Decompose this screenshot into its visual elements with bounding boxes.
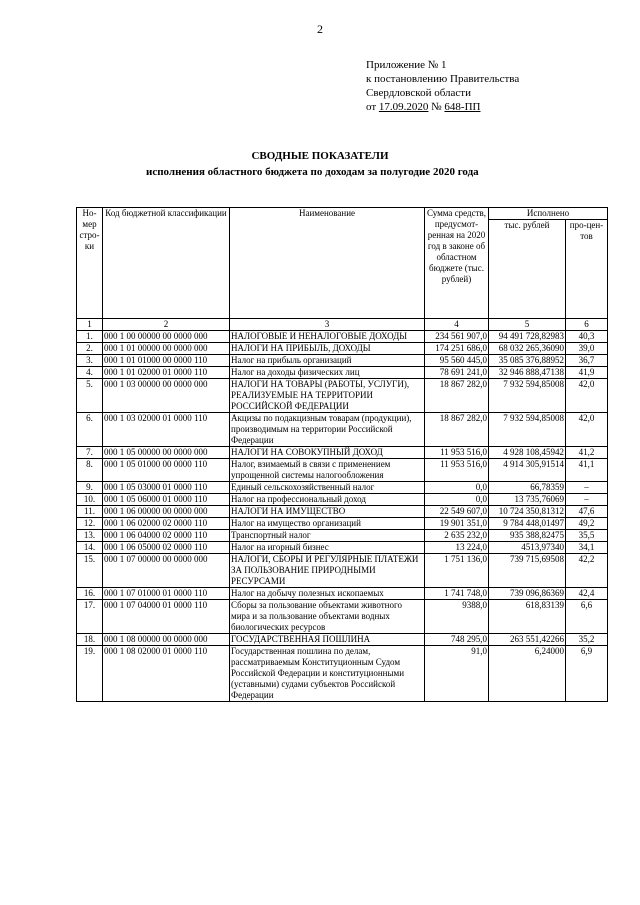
cell-name: Единый сельскохозяйственный налог xyxy=(230,482,425,494)
cell-row-number: 4. xyxy=(77,367,103,379)
header-executed-thousand: тыс. рублей xyxy=(489,220,566,319)
cell-row-number: 2. xyxy=(77,343,103,355)
cell-budget-code: 000 1 06 02000 02 0000 110 xyxy=(103,518,230,530)
cell-executed-thousand: 7 932 594,85008 xyxy=(489,413,566,447)
header-name: Наименование xyxy=(230,208,425,319)
cell-planned-sum: 174 251 686,0 xyxy=(425,343,489,355)
table-row xyxy=(77,379,608,413)
appendix-number-sign: № xyxy=(428,101,445,113)
appendix-line-1: Приложение № 1 xyxy=(366,59,447,71)
cell-planned-sum: 11 953 516,0 xyxy=(425,459,489,482)
cell-executed-percent: 6,6 xyxy=(566,600,608,634)
cell-executed-thousand: 4 928 108,45942 xyxy=(489,447,566,459)
appendix-date-prefix: от xyxy=(366,101,379,113)
cell-planned-sum: 18 867 282,0 xyxy=(425,379,489,413)
table-row xyxy=(77,447,608,459)
cell-name: НАЛОГИ НА ИМУЩЕСТВО xyxy=(230,506,425,518)
cell-executed-percent: 39,0 xyxy=(566,343,608,355)
appendix-block xyxy=(366,58,519,114)
cell-executed-percent: – xyxy=(566,494,608,506)
table-row xyxy=(77,646,608,702)
cell-planned-sum: 91,0 xyxy=(425,646,489,702)
table-row xyxy=(77,530,608,542)
cell-budget-code: 000 1 08 00000 00 0000 000 xyxy=(103,634,230,646)
col-number-5: 5 xyxy=(489,319,566,331)
cell-executed-thousand: 618,83139 xyxy=(489,600,566,634)
cell-planned-sum: 13 224,0 xyxy=(425,542,489,554)
cell-name: Налог на доходы физических лиц xyxy=(230,367,425,379)
table-row xyxy=(77,554,608,588)
cell-executed-thousand: 7 932 594,85008 xyxy=(489,379,566,413)
cell-row-number: 8. xyxy=(77,459,103,482)
cell-budget-code: 000 1 07 01000 01 0000 110 xyxy=(103,588,230,600)
cell-name: Налог на игорный бизнес xyxy=(230,542,425,554)
cell-budget-code: 000 1 05 06000 01 0000 110 xyxy=(103,494,230,506)
cell-executed-thousand: 4 914 305,91514 xyxy=(489,459,566,482)
cell-budget-code: 000 1 06 05000 02 0000 110 xyxy=(103,542,230,554)
col-number-6: 6 xyxy=(566,319,608,331)
page-number: 2 xyxy=(317,22,323,36)
cell-executed-percent: 35,5 xyxy=(566,530,608,542)
cell-executed-thousand: 94 491 728,82983 xyxy=(489,331,566,343)
cell-budget-code: 000 1 05 00000 00 0000 000 xyxy=(103,447,230,459)
header-planned-sum: Сумма средств, предусмот-ренная на 2020 год в законе об областном бюджете (тыс. рублей) xyxy=(425,208,489,319)
cell-executed-thousand: 13 735,76069 xyxy=(489,494,566,506)
table-body xyxy=(77,331,608,702)
cell-budget-code: 000 1 06 04000 02 0000 110 xyxy=(103,530,230,542)
cell-row-number: 6. xyxy=(77,413,103,447)
cell-name: НАЛОГОВЫЕ И НЕНАЛОГОВЫЕ ДОХОДЫ xyxy=(230,331,425,343)
cell-row-number: 15. xyxy=(77,554,103,588)
cell-budget-code: 000 1 08 02000 01 0000 110 xyxy=(103,646,230,702)
cell-executed-thousand: 935 388,82475 xyxy=(489,530,566,542)
cell-row-number: 7. xyxy=(77,447,103,459)
cell-name: Налог, взимаемый в связи с применением упрощенной системы налогообложения xyxy=(230,459,425,482)
cell-name: Налог на профессиональный доход xyxy=(230,494,425,506)
table-row xyxy=(77,413,608,447)
table-row xyxy=(77,459,608,482)
cell-budget-code: 000 1 06 00000 00 0000 000 xyxy=(103,506,230,518)
cell-budget-code: 000 1 00 00000 00 0000 000 xyxy=(103,331,230,343)
cell-executed-percent: 40,3 xyxy=(566,331,608,343)
cell-executed-percent: 34,1 xyxy=(566,542,608,554)
header-row-number: Но-мер стро-ки xyxy=(77,208,103,319)
cell-executed-thousand: 10 724 350,81312 xyxy=(489,506,566,518)
document-title: СВОДНЫЕ ПОКАЗАТЕЛИ xyxy=(251,150,389,162)
appendix-date: 17.09.2020 xyxy=(378,101,429,113)
col-number-4: 4 xyxy=(425,319,489,331)
cell-executed-percent: 41,2 xyxy=(566,447,608,459)
cell-executed-percent: 42,2 xyxy=(566,554,608,588)
cell-executed-percent: 36,7 xyxy=(566,355,608,367)
cell-executed-percent: 35,2 xyxy=(566,634,608,646)
cell-name: Налог на добычу полезных ископаемых xyxy=(230,588,425,600)
cell-row-number: 12. xyxy=(77,518,103,530)
cell-budget-code: 000 1 03 02000 01 0000 110 xyxy=(103,413,230,447)
cell-budget-code: 000 1 05 01000 00 0000 110 xyxy=(103,459,230,482)
col-number-1: 1 xyxy=(77,319,103,331)
cell-budget-code: 000 1 01 02000 01 0000 110 xyxy=(103,367,230,379)
cell-executed-thousand: 739 096,86369 xyxy=(489,588,566,600)
cell-executed-percent: 42,0 xyxy=(566,379,608,413)
table-row xyxy=(77,494,608,506)
appendix-line-4 xyxy=(366,100,519,114)
cell-row-number: 9. xyxy=(77,482,103,494)
cell-planned-sum: 11 953 516,0 xyxy=(425,447,489,459)
header-budget-code: Код бюджетной классификации xyxy=(103,208,230,319)
cell-executed-percent: 47,6 xyxy=(566,506,608,518)
cell-planned-sum: 1 741 748,0 xyxy=(425,588,489,600)
cell-name: Транспортный налог xyxy=(230,530,425,542)
cell-executed-percent: 41,9 xyxy=(566,367,608,379)
cell-budget-code: 000 1 01 01000 00 0000 110 xyxy=(103,355,230,367)
cell-executed-thousand: 9 784 448,01497 xyxy=(489,518,566,530)
cell-planned-sum: 0,0 xyxy=(425,494,489,506)
table-row xyxy=(77,542,608,554)
cell-planned-sum: 19 901 351,0 xyxy=(425,518,489,530)
table-header xyxy=(77,208,608,331)
table-row xyxy=(77,588,608,600)
table-row xyxy=(77,482,608,494)
cell-planned-sum: 1 751 136,0 xyxy=(425,554,489,588)
cell-name: Акцизы по подакцизным товарам (продукции), производимым на территории Российской Федерации xyxy=(230,413,425,447)
cell-executed-thousand: 66,78359 xyxy=(489,482,566,494)
cell-row-number: 5. xyxy=(77,379,103,413)
cell-planned-sum: 2 635 232,0 xyxy=(425,530,489,542)
table-row xyxy=(77,506,608,518)
cell-executed-percent: 42,4 xyxy=(566,588,608,600)
col-number-2: 2 xyxy=(103,319,230,331)
cell-executed-percent: 42,0 xyxy=(566,413,608,447)
cell-executed-thousand: 263 551,42266 xyxy=(489,634,566,646)
cell-budget-code: 000 1 03 00000 00 0000 000 xyxy=(103,379,230,413)
cell-budget-code: 000 1 05 03000 01 0000 110 xyxy=(103,482,230,494)
appendix-line-2: к постановлению Правительства xyxy=(366,73,520,85)
table-row xyxy=(77,331,608,343)
cell-planned-sum: 22 549 607,0 xyxy=(425,506,489,518)
cell-name: НАЛОГИ, СБОРЫ И РЕГУЛЯРНЫЕ ПЛАТЕЖИ ЗА ПОЛЬЗОВАНИЕ ПРИРОДНЫМИ РЕСУРСАМИ xyxy=(230,554,425,588)
cell-row-number: 18. xyxy=(77,634,103,646)
cell-planned-sum: 78 691 241,0 xyxy=(425,367,489,379)
cell-row-number: 14. xyxy=(77,542,103,554)
appendix-line-3: Свердловской области xyxy=(366,87,471,99)
cell-name: НАЛОГИ НА СОВОКУПНЫЙ ДОХОД xyxy=(230,447,425,459)
table-row xyxy=(77,355,608,367)
cell-row-number: 17. xyxy=(77,600,103,634)
cell-planned-sum: 18 867 282,0 xyxy=(425,413,489,447)
cell-planned-sum: 234 561 907,0 xyxy=(425,331,489,343)
cell-executed-thousand: 4513,97340 xyxy=(489,542,566,554)
cell-row-number: 3. xyxy=(77,355,103,367)
cell-name: Налог на прибыль организаций xyxy=(230,355,425,367)
cell-row-number: 10. xyxy=(77,494,103,506)
cell-executed-thousand: 739 715,69508 xyxy=(489,554,566,588)
cell-executed-percent: 49,2 xyxy=(566,518,608,530)
cell-executed-thousand: 35 085 376,88952 xyxy=(489,355,566,367)
cell-executed-thousand: 68 032 265,36090 xyxy=(489,343,566,355)
header-executed-percent: про-цен-тов xyxy=(566,220,608,319)
cell-planned-sum: 9388,0 xyxy=(425,600,489,634)
document-subtitle: исполнения областного бюджета по доходам за полугодие 2020 года xyxy=(146,166,479,178)
cell-budget-code: 000 1 01 00000 00 0000 000 xyxy=(103,343,230,355)
cell-budget-code: 000 1 07 00000 00 0000 000 xyxy=(103,554,230,588)
table-row xyxy=(77,367,608,379)
cell-name: Налог на имущество организаций xyxy=(230,518,425,530)
cell-executed-thousand: 32 946 888,47138 xyxy=(489,367,566,379)
table-row xyxy=(77,600,608,634)
cell-name: Сборы за пользование объектами животного мира и за пользование объектами водных биологических ресурсов xyxy=(230,600,425,634)
cell-executed-percent: 41,1 xyxy=(566,459,608,482)
table-row xyxy=(77,343,608,355)
cell-row-number: 19. xyxy=(77,646,103,702)
table-row xyxy=(77,634,608,646)
cell-row-number: 16. xyxy=(77,588,103,600)
cell-row-number: 11. xyxy=(77,506,103,518)
cell-planned-sum: 95 560 445,0 xyxy=(425,355,489,367)
cell-name: НАЛОГИ НА ПРИБЫЛЬ, ДОХОДЫ xyxy=(230,343,425,355)
col-number-3: 3 xyxy=(230,319,425,331)
cell-planned-sum: 748 295,0 xyxy=(425,634,489,646)
cell-executed-percent: 6,9 xyxy=(566,646,608,702)
cell-executed-percent: – xyxy=(566,482,608,494)
budget-table xyxy=(76,207,608,702)
cell-name: Государственная пошлина по делам, рассматриваемым Конституционным Судом Российской Федерации и конституционными (уставными) судами субъектов Российской Федерации xyxy=(230,646,425,702)
cell-executed-thousand: 6,24000 xyxy=(489,646,566,702)
cell-budget-code: 000 1 07 04000 01 0000 110 xyxy=(103,600,230,634)
cell-row-number: 1. xyxy=(77,331,103,343)
cell-row-number: 13. xyxy=(77,530,103,542)
cell-planned-sum: 0,0 xyxy=(425,482,489,494)
header-executed: Исполнено xyxy=(489,208,608,220)
cell-name: НАЛОГИ НА ТОВАРЫ (РАБОТЫ, УСЛУГИ), РЕАЛИЗУЕМЫЕ НА ТЕРРИТОРИИ РОССИЙСКОЙ ФЕДЕРАЦИИ xyxy=(230,379,425,413)
appendix-number: 648-ПП xyxy=(444,101,481,113)
cell-name: ГОСУДАРСТВЕННАЯ ПОШЛИНА xyxy=(230,634,425,646)
table-row xyxy=(77,518,608,530)
